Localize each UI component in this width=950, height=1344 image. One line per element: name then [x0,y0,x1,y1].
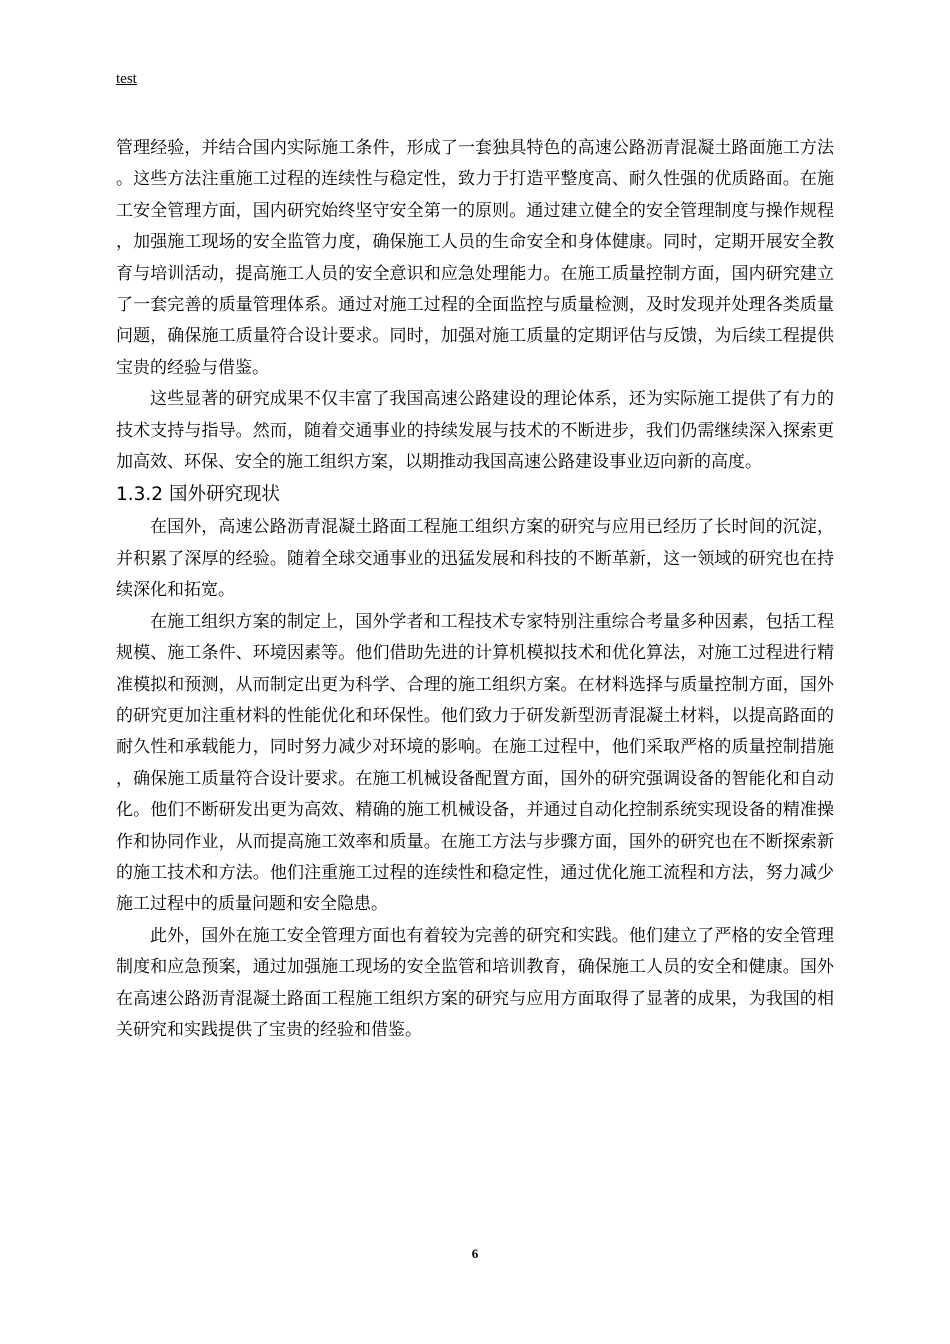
body-paragraph: 管理经验，并结合国内实际施工条件，形成了一套独具特色的高速公路沥青混凝土路面施工方法。这些方法注重施工过程的连续性与稳定性，致力于打造平整度高、耐久性强的优质路面。在施工安全管理方面，国内研究始终坚守安全第一的原则。通过建立健全的安全管理制度与操作规程，加强施工现场的安全监管力度，确保施工人员的生命安全和身体健康。同时，定期开展安全教育与培训活动，提高施工人员的安全意识和应急处理能力。在施工质量控制方面，国内研究建立了一套完善的质量管理体系。通过对施工过程的全面监控与质量检测，及时发现并处理各类质量问题，确保施工质量符合设计要求。同时，加强对施工质量的定期评估与反馈，为后续工程提供宝贵的经验与借鉴。 [116,138,834,378]
section-heading: 1.3.2 国外研究现状 [116,484,280,506]
body-paragraph: 在国外，高速公路沥青混凝土路面工程施工组织方案的研究与应用已经历了长时间的沉淀，并积累了深厚的经验。随着全球交通事业的迅猛发展和科技的不断革新，这一领域的研究也在持续深化和拓宽。 [116,517,834,601]
page-number: 6 [471,1246,479,1261]
page-header-text: test [116,71,137,87]
body-paragraph: 在施工组织方案的制定上，国外学者和工程技术专家特别注重综合考量多种因素，包括工程规模、施工条件、环境因素等。他们借助先进的计算机模拟技术和优化算法，对施工过程进行精准模拟和预测，从而制定出更为科学、合理的施工组织方案。在材料选择与质量控制方面，国外的研究更加注重材料的性能优化和环保性。他们致力于研发新型沥青混凝土材料，以提高路面的耐久性和承载能力，同时努力减少对环境的影响。在施工过程中，他们采取严格的质量控制措施，确保施工质量符合设计要求。在施工机械设备配置方面，国外的研究强调设备的智能化和自动化。他们不断研发出更为高效、精确的施工机械设备，并通过自动化控制系统实现设备的精准操作和协同作业，从而提高施工效率和质量。在施工方法与步骤方面，国外的研究也在不断探索新的施工技术和方法。他们注重施工过程的连续性和稳定性，通过优化施工流程和方法，努力减少施工过程中的质量问题和安全隐患。 [116,611,834,915]
document-body [116,133,834,1046]
body-paragraph: 这些显著的研究成果不仅丰富了我国高速公路建设的理论体系，还为实际施工提供了有力的技术支持与指导。然而，随着交通事业的持续发展与技术的不断进步，我们仍需继续深入探索更加高效、环保、安全的施工组织方案，以期推动我国高速公路建设事业迈向新的高度。 [116,389,834,473]
body-paragraph: 此外，国外在施工安全管理方面也有着较为完善的研究和实践。他们建立了严格的安全管理制度和应急预案，通过加强施工现场的安全监管和培训教育，确保施工人员的安全和健康。国外在高速公路沥青混凝土路面工程施工组织方案的研究与应用方面取得了显著的成果，为我国的相关研究和实践提供了宝贵的经验和借鉴。 [116,925,834,1040]
